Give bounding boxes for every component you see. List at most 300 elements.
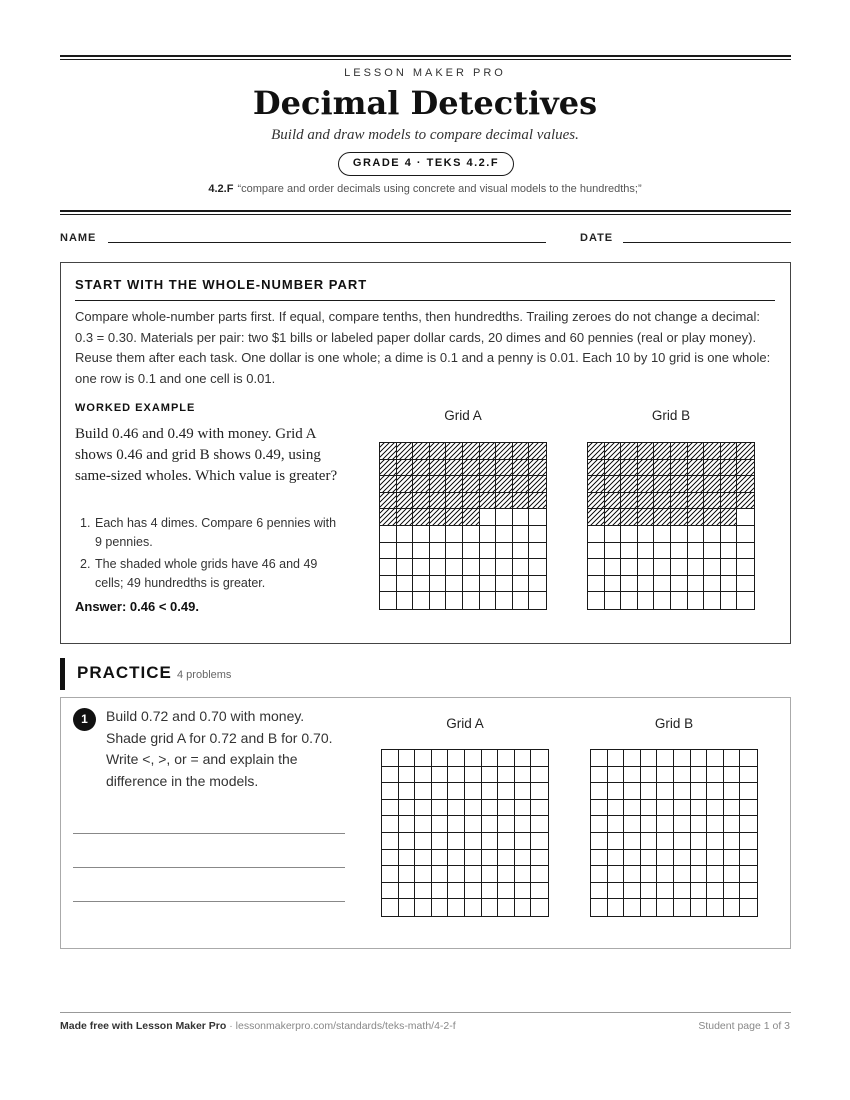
grid-cell[interactable] bbox=[591, 850, 608, 867]
grid-cell[interactable] bbox=[674, 783, 691, 800]
problem-number: 1 bbox=[73, 708, 96, 731]
standard-code: 4.2.F bbox=[208, 183, 234, 195]
grid-cell bbox=[496, 543, 513, 560]
worked-example-step bbox=[75, 555, 345, 593]
problem-grid-a[interactable] bbox=[381, 749, 549, 917]
grid-cell[interactable] bbox=[432, 833, 449, 850]
step-text: The shaded whole grids have 46 and 49 cells; 49 hundredths is greater. bbox=[95, 557, 318, 590]
grid-cell[interactable] bbox=[531, 899, 548, 916]
grid-cell[interactable] bbox=[691, 833, 708, 850]
grid-cell[interactable] bbox=[740, 899, 757, 916]
grid-cell-shaded bbox=[430, 493, 447, 510]
grid-cell[interactable] bbox=[724, 816, 741, 833]
grid-cell[interactable] bbox=[624, 833, 641, 850]
page-subtitle: Build and draw models to compare decimal values. bbox=[271, 127, 579, 143]
grid-cell[interactable] bbox=[724, 850, 741, 867]
grid-cell[interactable] bbox=[674, 883, 691, 900]
grid-cell[interactable] bbox=[399, 866, 416, 883]
grid-cell[interactable] bbox=[382, 783, 399, 800]
grid-cell-shaded bbox=[380, 476, 397, 493]
grid-cell[interactable] bbox=[691, 767, 708, 784]
name-field[interactable] bbox=[108, 242, 546, 243]
grid-cell[interactable] bbox=[415, 850, 432, 867]
grid-cell[interactable] bbox=[432, 866, 449, 883]
grid-cell[interactable] bbox=[591, 866, 608, 883]
grid-cell[interactable] bbox=[707, 899, 724, 916]
grid-cell[interactable] bbox=[624, 866, 641, 883]
grid-cell[interactable] bbox=[465, 883, 482, 900]
grid-cell[interactable] bbox=[415, 783, 432, 800]
grid-cell bbox=[721, 526, 738, 543]
grid-cell[interactable] bbox=[674, 767, 691, 784]
grid-cell-shaded bbox=[704, 460, 721, 477]
grid-cell[interactable] bbox=[691, 750, 708, 767]
grid-cell[interactable] bbox=[591, 833, 608, 850]
grid-cell bbox=[654, 526, 671, 543]
grid-cell[interactable] bbox=[624, 767, 641, 784]
grid-cell bbox=[380, 543, 397, 560]
grid-cell[interactable] bbox=[382, 750, 399, 767]
grid-cell[interactable] bbox=[608, 750, 625, 767]
grid-cell[interactable] bbox=[724, 750, 741, 767]
standard-text: “compare and order decimals using concrete and visual models to the hundredths;” bbox=[237, 183, 642, 195]
grid-cell[interactable] bbox=[399, 750, 416, 767]
grid-cell bbox=[704, 559, 721, 576]
grid-cell[interactable] bbox=[399, 767, 416, 784]
grid-cell[interactable] bbox=[415, 833, 432, 850]
grid-cell[interactable] bbox=[482, 750, 499, 767]
grid-cell[interactable] bbox=[641, 800, 658, 817]
grid-cell-shaded bbox=[413, 493, 430, 510]
grid-cell[interactable] bbox=[724, 800, 741, 817]
grid-cell-shaded bbox=[671, 476, 688, 493]
footer-url[interactable]: lessonmakerpro.com/standards/teks-math/4-2-f bbox=[235, 1020, 456, 1032]
grid-cell-shaded bbox=[654, 509, 671, 526]
grid-cell[interactable] bbox=[399, 800, 416, 817]
grid-cell[interactable] bbox=[624, 800, 641, 817]
grid-cell-shaded bbox=[430, 509, 447, 526]
grid-cell[interactable] bbox=[674, 833, 691, 850]
grid-cell-shaded bbox=[513, 460, 530, 477]
footer-page-number: Student page 1 of 3 bbox=[698, 1020, 790, 1032]
grid-cell[interactable] bbox=[641, 833, 658, 850]
grid-cell[interactable] bbox=[591, 800, 608, 817]
grid-cell[interactable] bbox=[608, 899, 625, 916]
grid-cell[interactable] bbox=[674, 816, 691, 833]
grid-cell bbox=[380, 559, 397, 576]
grid-cell bbox=[654, 592, 671, 609]
page-title: Decimal Detectives bbox=[252, 84, 598, 122]
grid-cell[interactable] bbox=[399, 833, 416, 850]
grid-cell[interactable] bbox=[740, 800, 757, 817]
grid-cell[interactable] bbox=[515, 767, 532, 784]
grid-cell bbox=[737, 592, 754, 609]
grid-cell[interactable] bbox=[432, 899, 449, 916]
grid-cell[interactable] bbox=[724, 833, 741, 850]
grid-cell[interactable] bbox=[448, 866, 465, 883]
grid-cell[interactable] bbox=[399, 899, 416, 916]
grid-cell[interactable] bbox=[515, 866, 532, 883]
grid-cell[interactable] bbox=[465, 750, 482, 767]
grid-cell[interactable] bbox=[608, 866, 625, 883]
grid-cell[interactable] bbox=[657, 783, 674, 800]
grid-cell bbox=[588, 559, 605, 576]
grid-cell-shaded bbox=[588, 476, 605, 493]
grid-cell[interactable] bbox=[531, 800, 548, 817]
grid-cell-shaded bbox=[446, 493, 463, 510]
grid-cell[interactable] bbox=[415, 800, 432, 817]
date-field[interactable] bbox=[623, 242, 791, 243]
grid-cell[interactable] bbox=[482, 899, 499, 916]
grid-cell[interactable] bbox=[531, 883, 548, 900]
grid-cell[interactable] bbox=[608, 850, 625, 867]
grid-cell[interactable] bbox=[591, 750, 608, 767]
step-text: Each has 4 dimes. Compare 6 pennies with 9 pennies. bbox=[95, 516, 337, 549]
grid-cell[interactable] bbox=[674, 899, 691, 916]
grid-cell[interactable] bbox=[740, 783, 757, 800]
grid-cell[interactable] bbox=[515, 800, 532, 817]
grid-cell[interactable] bbox=[482, 833, 499, 850]
grid-cell[interactable] bbox=[465, 783, 482, 800]
grid-cell[interactable] bbox=[591, 783, 608, 800]
grid-cell[interactable] bbox=[515, 899, 532, 916]
grid-cell[interactable] bbox=[740, 816, 757, 833]
grid-cell[interactable] bbox=[674, 850, 691, 867]
grid-cell bbox=[654, 576, 671, 593]
worked-example-answer: Answer: 0.46 < 0.49. bbox=[75, 599, 199, 614]
grid-cell bbox=[737, 559, 754, 576]
grid-cell[interactable] bbox=[448, 883, 465, 900]
grid-cell[interactable] bbox=[482, 767, 499, 784]
grid-cell[interactable] bbox=[691, 850, 708, 867]
grid-cell[interactable] bbox=[415, 883, 432, 900]
grid-cell[interactable] bbox=[740, 833, 757, 850]
grid-cell[interactable] bbox=[657, 883, 674, 900]
grid-cell bbox=[513, 559, 530, 576]
grid-cell[interactable] bbox=[498, 767, 515, 784]
grid-cell-shaded bbox=[588, 443, 605, 460]
grid-cell[interactable] bbox=[415, 767, 432, 784]
grid-cell[interactable] bbox=[531, 816, 548, 833]
grid-cell-shaded bbox=[721, 493, 738, 510]
practice-title: PRACTICE bbox=[77, 663, 172, 682]
grid-cell[interactable] bbox=[707, 883, 724, 900]
grid-cell-shaded bbox=[638, 443, 655, 460]
grid-cell bbox=[529, 592, 546, 609]
grid-cell[interactable] bbox=[432, 750, 449, 767]
grid-cell[interactable] bbox=[382, 883, 399, 900]
grid-cell[interactable] bbox=[591, 883, 608, 900]
grid-cell-shaded bbox=[654, 476, 671, 493]
grid-cell-shaded bbox=[621, 509, 638, 526]
grid-cell[interactable] bbox=[691, 800, 708, 817]
grid-cell-shaded bbox=[430, 476, 447, 493]
answer-line[interactable] bbox=[73, 833, 345, 834]
grid-cell[interactable] bbox=[707, 866, 724, 883]
grid-cell bbox=[621, 592, 638, 609]
grid-cell[interactable] bbox=[691, 816, 708, 833]
example-grid-b bbox=[587, 442, 755, 610]
grid-cell[interactable] bbox=[608, 833, 625, 850]
grid-cell-shaded bbox=[496, 493, 513, 510]
grid-cell[interactable] bbox=[674, 800, 691, 817]
grid-cell-shaded bbox=[721, 443, 738, 460]
grid-cell[interactable] bbox=[657, 850, 674, 867]
grid-cell[interactable] bbox=[432, 883, 449, 900]
grid-cell-shaded bbox=[480, 443, 497, 460]
grid-cell[interactable] bbox=[448, 833, 465, 850]
grid-cell[interactable] bbox=[448, 783, 465, 800]
grid-cell bbox=[737, 509, 754, 526]
grid-cell[interactable] bbox=[415, 866, 432, 883]
grid-cell[interactable] bbox=[515, 783, 532, 800]
grid-cell-shaded bbox=[737, 460, 754, 477]
grid-cell[interactable] bbox=[641, 767, 658, 784]
grid-cell[interactable] bbox=[415, 750, 432, 767]
worked-example-step bbox=[75, 514, 345, 552]
grid-cell[interactable] bbox=[691, 883, 708, 900]
grid-cell[interactable] bbox=[624, 850, 641, 867]
grid-cell-shaded bbox=[688, 443, 705, 460]
grid-cell[interactable] bbox=[707, 783, 724, 800]
grid-cell[interactable] bbox=[498, 899, 515, 916]
grid-cell[interactable] bbox=[515, 750, 532, 767]
grid-cell bbox=[446, 576, 463, 593]
grid-cell[interactable] bbox=[707, 800, 724, 817]
grid-cell[interactable] bbox=[641, 850, 658, 867]
grid-cell[interactable] bbox=[674, 750, 691, 767]
grid-cell[interactable] bbox=[465, 833, 482, 850]
grid-cell-shaded bbox=[463, 460, 480, 477]
grid-cell[interactable] bbox=[482, 800, 499, 817]
grid-cell-shaded bbox=[605, 443, 622, 460]
grid-cell[interactable] bbox=[432, 850, 449, 867]
grid-cell bbox=[621, 559, 638, 576]
grid-cell-shaded bbox=[688, 493, 705, 510]
grid-cell[interactable] bbox=[531, 866, 548, 883]
grid-cell[interactable] bbox=[657, 800, 674, 817]
grid-cell[interactable] bbox=[531, 850, 548, 867]
grid-cell[interactable] bbox=[624, 899, 641, 916]
grid-cell-shaded bbox=[704, 509, 721, 526]
grid-cell bbox=[529, 543, 546, 560]
grid-cell[interactable] bbox=[724, 899, 741, 916]
grid-cell[interactable] bbox=[740, 883, 757, 900]
grid-cell[interactable] bbox=[657, 866, 674, 883]
grid-cell[interactable] bbox=[482, 816, 499, 833]
grid-cell[interactable] bbox=[415, 899, 432, 916]
problem-grid-b-label: Grid B bbox=[654, 716, 694, 731]
grid-cell[interactable] bbox=[591, 816, 608, 833]
grid-cell[interactable] bbox=[399, 883, 416, 900]
grid-cell[interactable] bbox=[465, 899, 482, 916]
grid-cell[interactable] bbox=[515, 816, 532, 833]
grid-cell[interactable] bbox=[608, 816, 625, 833]
grid-cell[interactable] bbox=[641, 883, 658, 900]
grid-cell[interactable] bbox=[498, 800, 515, 817]
grid-cell bbox=[688, 543, 705, 560]
grid-cell bbox=[721, 559, 738, 576]
grid-cell bbox=[496, 559, 513, 576]
grid-cell[interactable] bbox=[382, 816, 399, 833]
grid-cell bbox=[621, 526, 638, 543]
grid-cell[interactable] bbox=[465, 850, 482, 867]
grid-cell[interactable] bbox=[608, 883, 625, 900]
grid-cell[interactable] bbox=[691, 866, 708, 883]
grid-cell-shaded bbox=[413, 460, 430, 477]
grid-cell[interactable] bbox=[382, 866, 399, 883]
grid-cell[interactable] bbox=[641, 783, 658, 800]
grid-cell bbox=[688, 559, 705, 576]
grid-cell[interactable] bbox=[515, 833, 532, 850]
grid-cell[interactable] bbox=[707, 816, 724, 833]
grid-cell[interactable] bbox=[641, 750, 658, 767]
grid-cell[interactable] bbox=[432, 783, 449, 800]
grid-cell-shaded bbox=[737, 476, 754, 493]
grid-cell[interactable] bbox=[465, 767, 482, 784]
grid-cell[interactable] bbox=[707, 833, 724, 850]
grid-cell[interactable] bbox=[515, 883, 532, 900]
grid-cell[interactable] bbox=[498, 833, 515, 850]
grid-cell[interactable] bbox=[498, 783, 515, 800]
grid-cell[interactable] bbox=[724, 883, 741, 900]
grade-badge: GRADE 4 · TEKS 4.2.F bbox=[338, 152, 514, 176]
answer-line[interactable] bbox=[73, 901, 345, 902]
grid-cell[interactable] bbox=[465, 800, 482, 817]
grid-cell[interactable] bbox=[465, 866, 482, 883]
grid-cell[interactable] bbox=[415, 816, 432, 833]
grid-cell[interactable] bbox=[448, 899, 465, 916]
grid-cell[interactable] bbox=[531, 767, 548, 784]
grid-cell bbox=[671, 592, 688, 609]
grid-cell bbox=[605, 559, 622, 576]
grid-cell[interactable] bbox=[515, 850, 532, 867]
grid-cell[interactable] bbox=[432, 767, 449, 784]
grid-cell[interactable] bbox=[531, 750, 548, 767]
grid-cell[interactable] bbox=[724, 767, 741, 784]
grid-cell[interactable] bbox=[482, 883, 499, 900]
grid-cell bbox=[463, 543, 480, 560]
grid-cell[interactable] bbox=[498, 866, 515, 883]
grid-cell[interactable] bbox=[399, 816, 416, 833]
grid-cell[interactable] bbox=[657, 833, 674, 850]
grid-cell[interactable] bbox=[657, 816, 674, 833]
grid-cell[interactable] bbox=[591, 899, 608, 916]
grid-cell bbox=[480, 526, 497, 543]
grid-cell bbox=[480, 559, 497, 576]
grid-cell[interactable] bbox=[382, 833, 399, 850]
grid-cell bbox=[704, 576, 721, 593]
grid-cell[interactable] bbox=[674, 866, 691, 883]
grid-cell[interactable] bbox=[724, 866, 741, 883]
grid-cell bbox=[688, 576, 705, 593]
grid-cell[interactable] bbox=[691, 783, 708, 800]
grid-cell bbox=[529, 559, 546, 576]
footer-separator: · bbox=[226, 1020, 236, 1032]
grid-cell-shaded bbox=[605, 493, 622, 510]
grid-cell bbox=[446, 526, 463, 543]
grid-cell-shaded bbox=[496, 443, 513, 460]
grid-cell[interactable] bbox=[641, 899, 658, 916]
grid-cell[interactable] bbox=[724, 783, 741, 800]
grid-cell[interactable] bbox=[531, 783, 548, 800]
grid-cell bbox=[704, 592, 721, 609]
brand-label: LESSON MAKER PRO bbox=[344, 67, 506, 79]
grid-cell bbox=[621, 576, 638, 593]
grid-cell[interactable] bbox=[707, 767, 724, 784]
grid-cell[interactable] bbox=[382, 899, 399, 916]
grid-cell[interactable] bbox=[448, 750, 465, 767]
grid-cell[interactable] bbox=[657, 767, 674, 784]
grid-cell[interactable] bbox=[531, 833, 548, 850]
grid-cell[interactable] bbox=[624, 783, 641, 800]
grid-cell[interactable] bbox=[707, 750, 724, 767]
grid-cell[interactable] bbox=[691, 899, 708, 916]
grid-cell[interactable] bbox=[382, 800, 399, 817]
grid-cell[interactable] bbox=[432, 800, 449, 817]
grid-cell[interactable] bbox=[498, 883, 515, 900]
grid-cell[interactable] bbox=[641, 816, 658, 833]
header-bottom-double-rule bbox=[60, 210, 791, 215]
grid-cell[interactable] bbox=[382, 850, 399, 867]
grid-cell-shaded bbox=[588, 509, 605, 526]
grid-cell[interactable] bbox=[448, 767, 465, 784]
grid-cell bbox=[605, 576, 622, 593]
grid-cell[interactable] bbox=[740, 750, 757, 767]
grid-cell[interactable] bbox=[482, 783, 499, 800]
step-number: 1. bbox=[80, 516, 91, 530]
problem-grid-a-label: Grid A bbox=[446, 716, 484, 731]
grid-cell[interactable] bbox=[657, 899, 674, 916]
grid-cell[interactable] bbox=[498, 750, 515, 767]
grid-cell[interactable] bbox=[498, 850, 515, 867]
grid-cell-shaded bbox=[737, 443, 754, 460]
grid-cell[interactable] bbox=[432, 816, 449, 833]
grid-cell[interactable] bbox=[482, 866, 499, 883]
grid-cell[interactable] bbox=[707, 850, 724, 867]
grid-cell[interactable] bbox=[624, 883, 641, 900]
grid-cell[interactable] bbox=[382, 767, 399, 784]
grid-cell[interactable] bbox=[657, 750, 674, 767]
grid-cell-shaded bbox=[413, 476, 430, 493]
grid-cell[interactable] bbox=[641, 866, 658, 883]
grid-cell[interactable] bbox=[608, 767, 625, 784]
grid-cell bbox=[605, 543, 622, 560]
grid-cell[interactable] bbox=[399, 783, 416, 800]
grid-cell[interactable] bbox=[448, 800, 465, 817]
grid-cell bbox=[430, 526, 447, 543]
grid-cell bbox=[704, 526, 721, 543]
grid-cell[interactable] bbox=[608, 783, 625, 800]
grid-cell[interactable] bbox=[482, 850, 499, 867]
grid-cell[interactable] bbox=[740, 866, 757, 883]
grid-cell[interactable] bbox=[465, 816, 482, 833]
grid-cell[interactable] bbox=[448, 816, 465, 833]
grid-cell[interactable] bbox=[608, 800, 625, 817]
answer-line[interactable] bbox=[73, 867, 345, 868]
grid-cell[interactable] bbox=[399, 850, 416, 867]
grid-cell[interactable] bbox=[624, 750, 641, 767]
grid-cell[interactable] bbox=[498, 816, 515, 833]
grid-cell[interactable] bbox=[740, 850, 757, 867]
grid-cell[interactable] bbox=[448, 850, 465, 867]
grid-cell[interactable] bbox=[591, 767, 608, 784]
grid-cell[interactable] bbox=[624, 816, 641, 833]
grid-cell bbox=[480, 576, 497, 593]
grid-cell[interactable] bbox=[740, 767, 757, 784]
problem-grid-b[interactable] bbox=[590, 749, 758, 917]
grid-cell-shaded bbox=[588, 460, 605, 477]
